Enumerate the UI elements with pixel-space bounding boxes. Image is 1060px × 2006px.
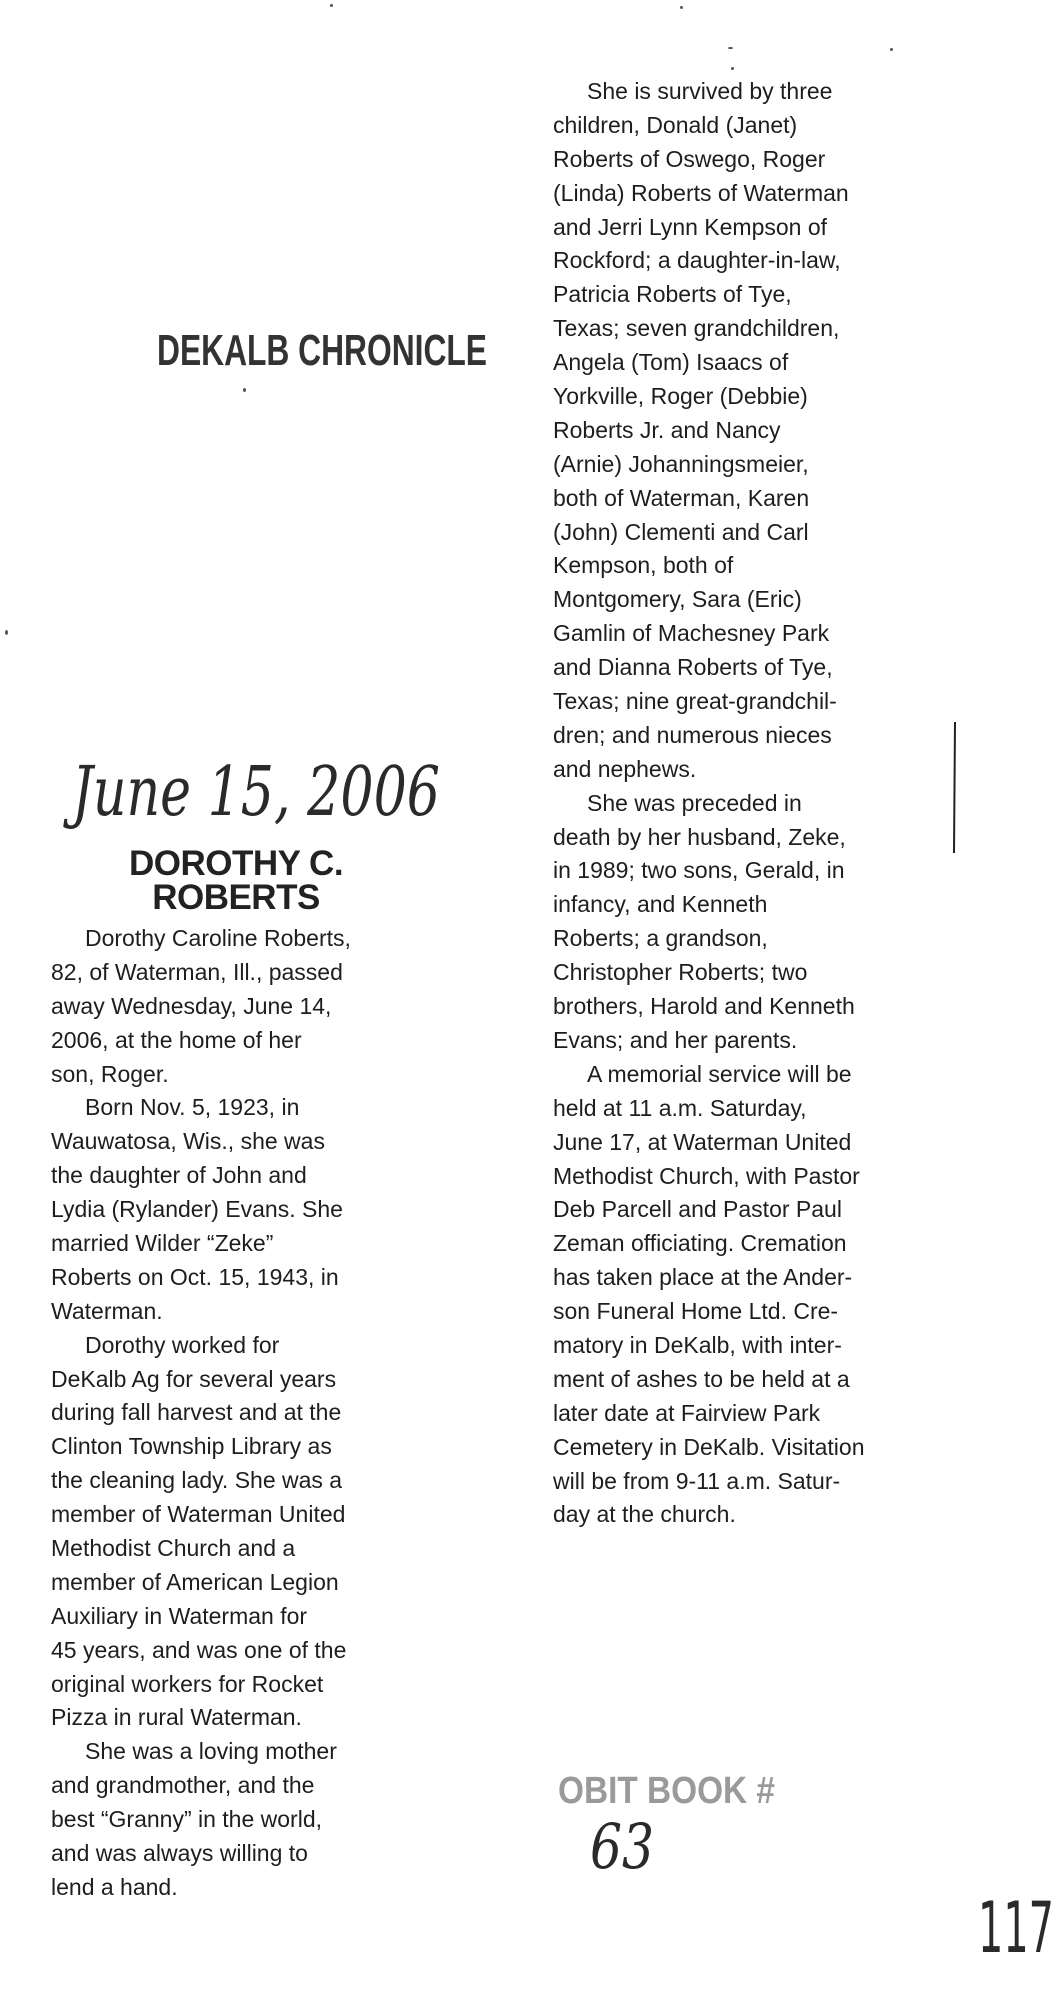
text-line: Patricia Roberts of Tye, <box>553 281 792 308</box>
scan-speck <box>731 67 734 70</box>
page-number: 117 <box>978 1887 1054 1969</box>
text-line: Kempson, both of <box>553 552 734 579</box>
text-line: Cemetery in DeKalb. Visitation <box>553 1433 865 1460</box>
text-line: Texas; seven grandchildren, <box>553 315 840 342</box>
text-line: death by her husband, Zeke, <box>553 823 846 850</box>
text-line: Evans; and her parents. <box>553 1026 798 1053</box>
text-line: best “Granny” in the world, <box>51 1806 323 1833</box>
headline-line-2: ROBERTS <box>152 878 320 917</box>
text-line: 45 years, and was one of the <box>51 1636 347 1663</box>
obituary-headline <box>36 844 436 917</box>
scan-speck <box>330 4 333 7</box>
text-line: Deb Parcell and Pastor Paul <box>553 1196 842 1223</box>
text-line: and Jerri Lynn Kempson of <box>553 213 828 240</box>
text-line: June 17, at Waterman United <box>553 1128 852 1155</box>
text-line: Roberts of Oswego, Roger <box>553 145 826 172</box>
text-line: children, Donald (Janet) <box>553 111 798 138</box>
masthead-stamp: DEKALB CHRONICLE <box>157 326 487 375</box>
text-line: Angela (Tom) Isaacs of <box>553 349 789 376</box>
text-line: ment of ashes to be held at a <box>553 1365 850 1392</box>
text-line: Auxiliary in Waterman for <box>51 1602 308 1629</box>
text-line: held at 11 a.m. Saturday, <box>553 1094 807 1121</box>
text-line: She was preceded in <box>587 789 802 816</box>
headline-line-1: DOROTHY C. <box>128 844 344 883</box>
scan-speck <box>728 47 733 49</box>
text-line: She was a loving mother <box>85 1738 337 1765</box>
text-line: dren; and numerous nieces <box>553 721 832 748</box>
text-line: and Dianna Roberts of Tye, <box>553 654 833 681</box>
text-line: member of Waterman United <box>51 1501 346 1528</box>
text-line: Gamlin of Machesney Park <box>553 620 830 647</box>
text-line: Roberts Jr. and Nancy <box>553 416 781 443</box>
text-line: and grandmother, and the <box>51 1772 315 1799</box>
text-line: lend a hand. <box>51 1873 178 1900</box>
text-line: Lydia (Rylander) Evans. She <box>51 1196 343 1223</box>
text-line: the cleaning lady. She was a <box>51 1467 343 1494</box>
obit-book-stamp: OBIT BOOK # <box>558 1770 775 1812</box>
text-line: Dorothy Caroline Roberts, <box>85 925 351 951</box>
obit-book-number: 63 <box>590 1810 654 1883</box>
scan-speck <box>890 48 893 51</box>
text-line: has taken place at the Ander- <box>553 1264 853 1291</box>
text-line: (Arnie) Johanningsmeier, <box>553 450 809 477</box>
text-line: son, Roger. <box>51 1060 169 1087</box>
scan-speck <box>680 6 683 9</box>
text-line: Born Nov. 5, 1923, in <box>85 1094 300 1121</box>
text-line: and nephews. <box>553 755 697 782</box>
text-line: original workers for Rocket <box>51 1670 324 1697</box>
text-line: day at the church. <box>553 1501 736 1528</box>
text-line: A memorial service will be <box>587 1060 852 1087</box>
text-line: DeKalb Ag for several years <box>51 1365 337 1392</box>
text-line: Clinton Township Library as <box>51 1433 332 1460</box>
text-line: Christopher Roberts; two <box>553 959 808 986</box>
text-line: Dorothy worked for <box>85 1331 280 1358</box>
scan-speck <box>5 630 8 635</box>
text-line: Methodist Church and a <box>51 1535 296 1562</box>
text-line: Roberts; a grandson, <box>553 925 768 952</box>
text-line: the daughter of John and <box>51 1162 307 1189</box>
text-line: 82, of Waterman, Ill., passed <box>51 958 343 985</box>
text-line: member of American Legion <box>51 1568 339 1595</box>
left-column-text <box>51 922 431 1905</box>
text-line: later date at Fairview Park <box>553 1399 821 1426</box>
handwritten-date: June 15, 2006 <box>62 753 440 832</box>
text-line: in 1989; two sons, Gerald, in <box>553 857 845 884</box>
text-line: Montgomery, Sara (Eric) <box>553 586 802 613</box>
scan-speck <box>243 388 246 392</box>
text-line: both of Waterman, Karen <box>553 484 810 511</box>
text-line: 2006, at the home of her <box>51 1026 302 1053</box>
text-line: son Funeral Home Ltd. Cre- <box>553 1298 839 1325</box>
right-column-text <box>553 75 953 1532</box>
margin-mark <box>954 722 955 853</box>
text-line: (Linda) Roberts of Waterman <box>553 179 849 206</box>
text-line: Pizza in rural Waterman. <box>51 1704 302 1731</box>
text-line: Texas; nine great-grandchil- <box>553 688 837 715</box>
text-line: married Wilder “Zeke” <box>51 1230 274 1257</box>
text-line: Rockford; a daughter-in-law, <box>553 247 841 274</box>
text-line: Wauwatosa, Wis., she was <box>51 1128 325 1155</box>
text-line: matory in DeKalb, with inter- <box>553 1331 842 1358</box>
text-line: brothers, Harold and Kenneth <box>553 993 855 1020</box>
text-line: away Wednesday, June 14, <box>51 992 332 1019</box>
text-line: will be from 9-11 a.m. Satur- <box>553 1467 841 1494</box>
text-line: Zeman officiating. Cremation <box>553 1230 847 1257</box>
text-line: (John) Clementi and Carl <box>553 518 809 545</box>
text-line: Methodist Church, with Pastor <box>553 1162 860 1189</box>
text-line: and was always willing to <box>51 1840 308 1867</box>
text-line: Yorkville, Roger (Debbie) <box>553 383 808 410</box>
text-line: infancy, and Kenneth <box>553 891 768 918</box>
text-line: during fall harvest and at the <box>51 1399 342 1426</box>
text-line: She is survived by three <box>587 78 833 104</box>
text-line: Waterman. <box>51 1297 163 1324</box>
text-line: Roberts on Oct. 15, 1943, in <box>51 1263 339 1290</box>
